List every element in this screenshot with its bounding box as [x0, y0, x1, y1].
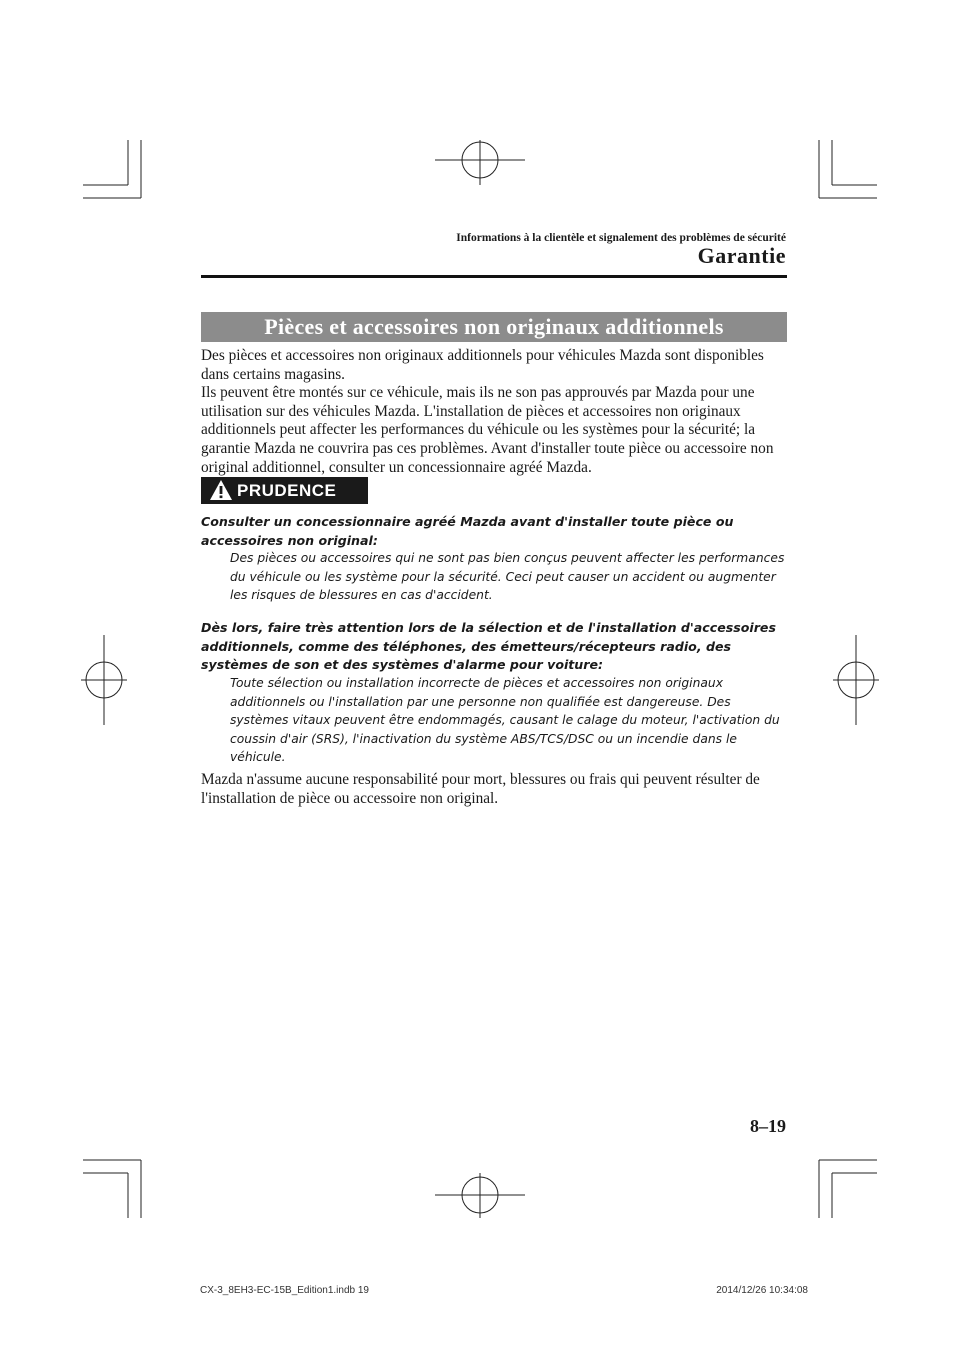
caution-item1-body: Des pièces ou accessoires qui ne sont pas bien conçus peuvent affecter les performances du véhicule ou les système pour la sécurité. Ceci peut causer un accident ou augmenter les risques de blessures en cas d'accident. — [230, 551, 785, 602]
intro-paragraph — [201, 347, 787, 477]
intro-sentence-2: Ils peuvent être montés sur ce véhicule, mais ils ne son pas approuvés par Mazda pour une utilisation sur des véhicules Mazda. L'installation de pièces et accessoires non originaux additionnels peut affecter les performances du véhicule ou les systèmes pour la sécurité; la garantie Mazda ne couvrira pas ces problèmes. Avant d'installer toute pièce ou accessoire non original additionnel, consulter un concessionnaire agréé Mazda. — [201, 384, 774, 476]
caution-label: PRUDENCE — [237, 481, 337, 500]
intro-sentence-1: Des pièces et accessoires non originaux additionnels pour véhicules Mazda sont disponibles dans certains magasins. — [201, 347, 764, 383]
footer-file-name: CX-3_8EH3-EC-15B_Edition1.indb 19 — [200, 1285, 369, 1296]
header-rule — [201, 275, 787, 278]
section-title: Pièces et accessoires non originaux additionnels — [201, 312, 787, 342]
header-section-label: Informations à la clientèle et signalement des problèmes de sécurité — [456, 232, 786, 244]
caution-item1-heading: Consulter un concessionnaire agréé Mazda avant d'installer toute pièce ou accessoires non original: — [201, 514, 734, 548]
caution-item2-heading: Dès lors, faire très attention lors de la sélection et de l'installation d'accessoires additionnels, comme des téléphones, des émetteurs/récepteurs radio, des systèmes de son et des systèmes d'alarme pour voiture: — [201, 620, 776, 672]
page-number: 8–19 — [750, 1116, 786, 1136]
caution-badge — [201, 477, 368, 504]
footer-timestamp: 2014/12/26 10:34:08 — [716, 1285, 808, 1296]
closing-paragraph: Mazda n'assume aucune responsabilité pour mort, blessures ou frais qui peuvent résulter de l'installation de pièce ou accessoire non original. — [201, 771, 760, 807]
caution-item2-body: Toute sélection ou installation incorrecte de pièces et accessoires non originaux additionnels ou l'installation par une personne non qualifiée est dangereuse. Des systèmes vitaux peuvent être endommagés, causant le calage du moteur, l'activation du coussin d'air (SRS), l'inactivation du système ABS/TCS/DSC ou un incendie dans le véhicule. — [230, 676, 780, 764]
warning-triangle-icon — [209, 479, 233, 502]
chapter-title: Garantie — [697, 243, 786, 268]
